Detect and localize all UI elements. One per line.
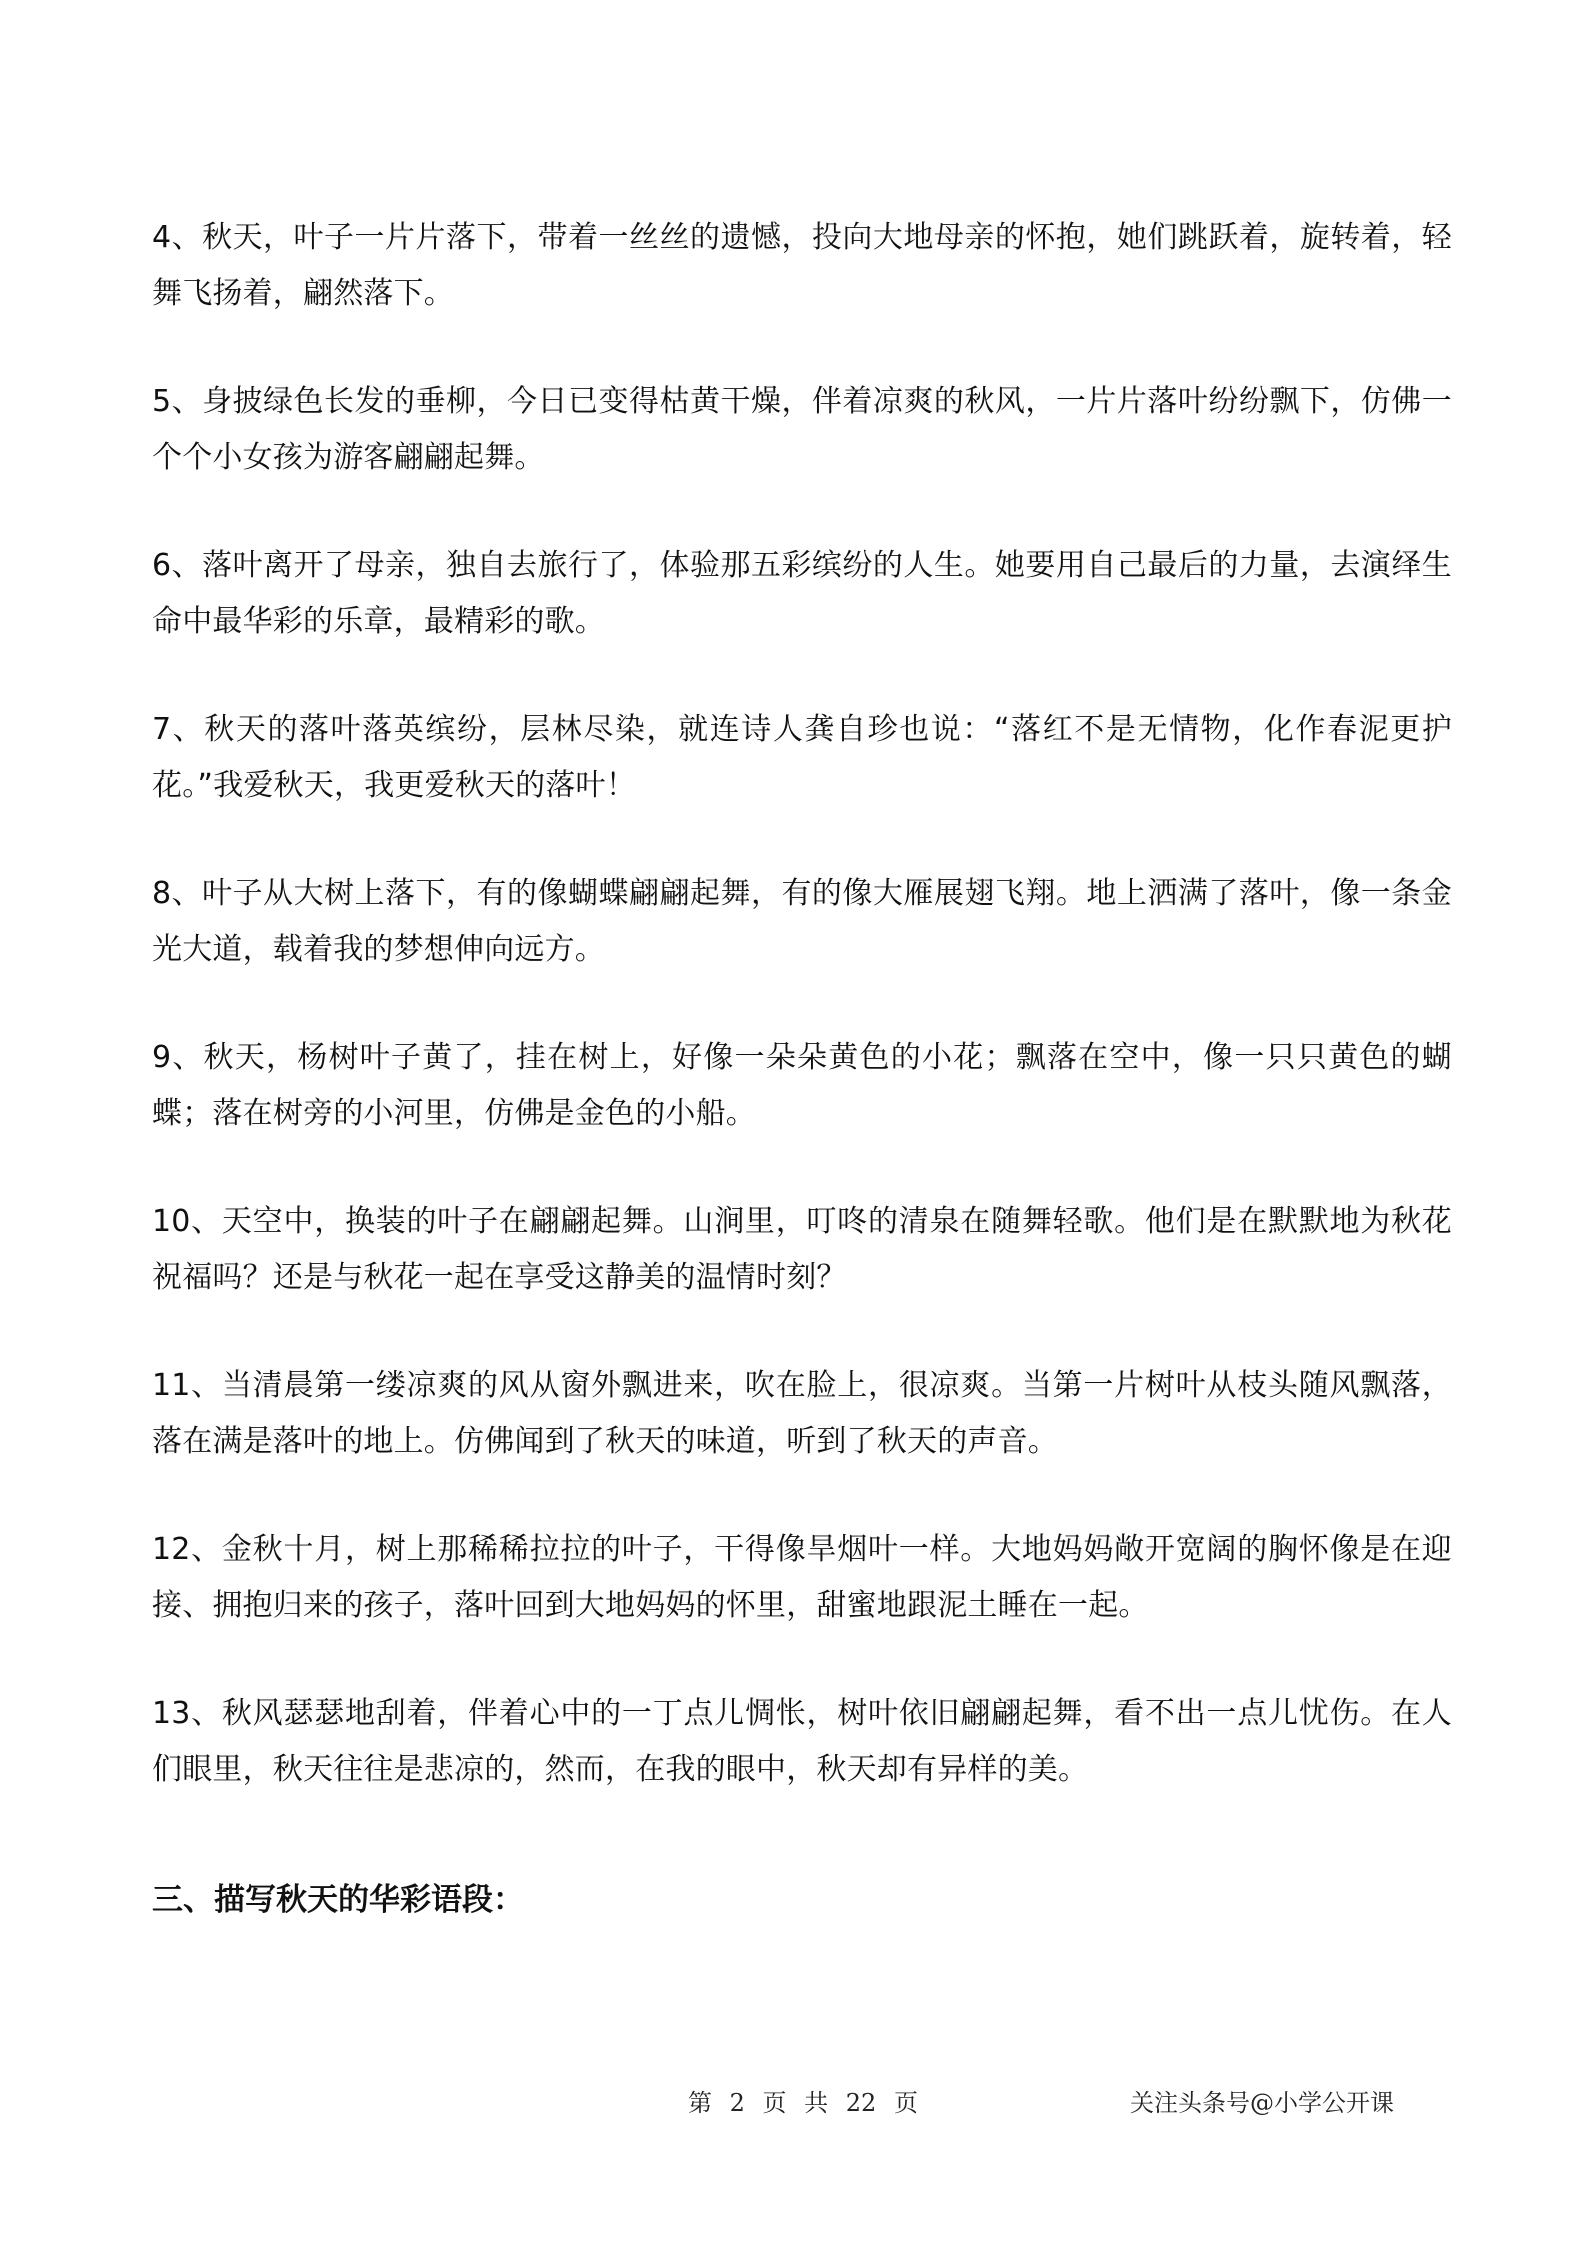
paragraph-13: 13、秋风瑟瑟地刮着，伴着心中的一丁点儿惆怅，树叶依旧翩翩起舞，看不出一点儿忧伤。在人们眼里，秋天往往是悲凉的，然而，在我的眼中，秋天却有异样的美。 [152, 1696, 1452, 1787]
section-heading: 三、描写秋天的华彩语段： [152, 1882, 524, 1918]
paragraph-12: 12、金秋十月，树上那稀稀拉拉的叶子，干得像旱烟叶一样。大地妈妈敞开宽阔的胸怀像是在迎接、拥抱归来的孩子，落叶回到大地妈妈的怀里，甜蜜地跟泥土睡在一起。 [152, 1532, 1452, 1623]
paragraph-5: 5、身披绿色长发的垂柳，今日已变得枯黄干燥，伴着凉爽的秋风，一片片落叶纷纷飘下，仿佛一个个小女孩为游客翩翩起舞。 [152, 384, 1452, 475]
paragraph-7: 7、秋天的落叶落英缤纷，层林尽染，就连诗人龚自珍也说：“落红不是无情物，化作春泥更护花。”我爱秋天，我更爱秋天的落叶！ [152, 712, 1452, 803]
paragraph-6: 6、落叶离开了母亲，独自去旅行了，体验那五彩缤纷的人生。她要用自己最后的力量，去演绎生命中最华彩的乐章，最精彩的歌。 [152, 548, 1452, 639]
page-footer [0, 2083, 1587, 2123]
paragraph-4: 4、秋天，叶子一片片落下，带着一丝丝的遗憾，投向大地母亲的怀抱，她们跳跃着，旋转着，轻舞飞扬着，翩然落下。 [152, 220, 1452, 311]
paragraph-8: 8、叶子从大树上落下，有的像蝴蝶翩翩起舞，有的像大雁展翅飞翔。地上洒满了落叶，像一条金光大道，载着我的梦想伸向远方。 [152, 876, 1452, 967]
paragraph-10: 10、天空中，换装的叶子在翩翩起舞。山涧里，叮咚的清泉在随舞轻歌。他们是在默默地为秋花祝福吗？还是与秋花一起在享受这静美的温情时刻？ [152, 1204, 1452, 1295]
footer-credit: 关注头条号@小学公开课 [1130, 2089, 1394, 2117]
page-number: 第 2 页 共 22 页 [688, 2089, 918, 2117]
paragraph-list [152, 210, 1452, 1850]
paragraph-9: 9、秋天，杨树叶子黄了，挂在树上，好像一朵朵黄色的小花；飘落在空中，像一只只黄色的蝴蝶；落在树旁的小河里，仿佛是金色的小船。 [152, 1040, 1452, 1131]
paragraph-11: 11、当清晨第一缕凉爽的风从窗外飘进来，吹在脸上，很凉爽。当第一片树叶从枝头随风飘落，落在满是落叶的地上。仿佛闻到了秋天的味道，听到了秋天的声音。 [152, 1368, 1452, 1459]
